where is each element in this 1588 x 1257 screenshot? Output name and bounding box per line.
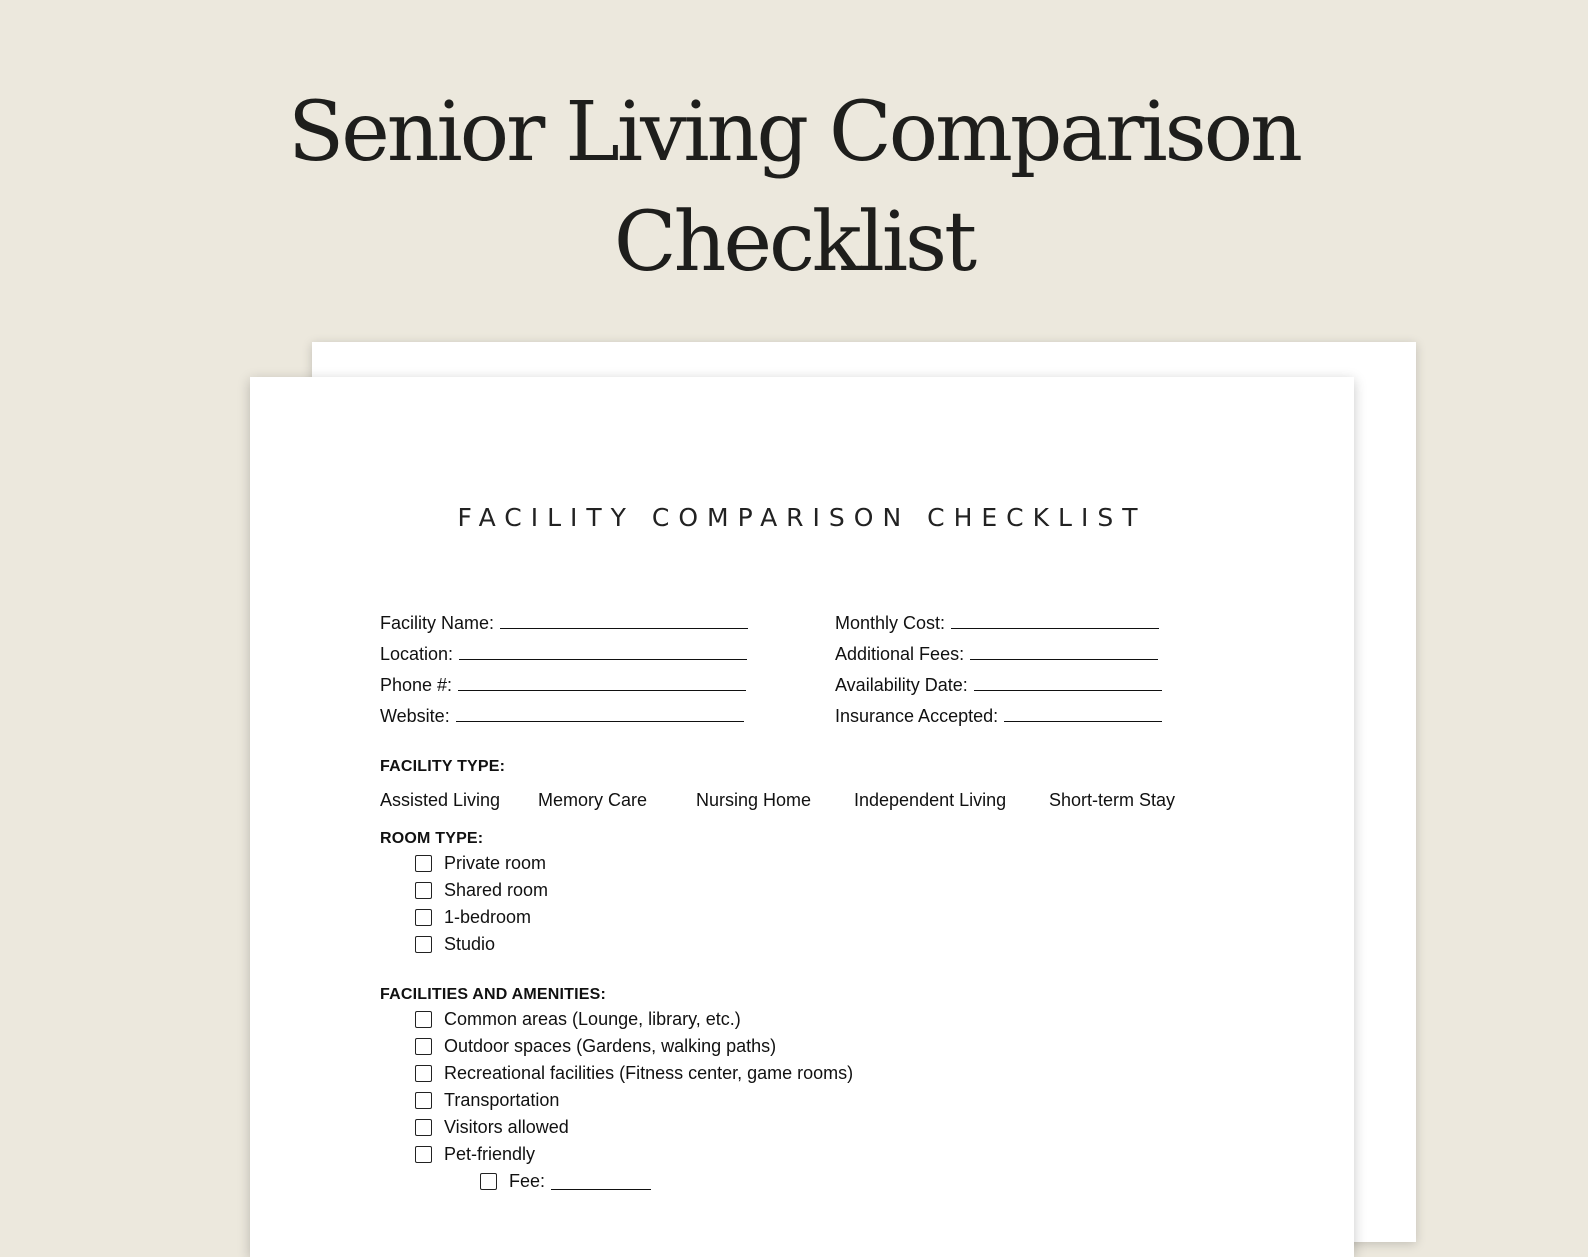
checkbox-label: Common areas (Lounge, library, etc.) xyxy=(444,1009,741,1029)
info-fields-right xyxy=(835,608,1162,732)
amenity-outdoor-spaces[interactable] xyxy=(415,1033,853,1060)
checkbox[interactable] xyxy=(415,1038,432,1055)
field-label: Facility Name: xyxy=(380,613,495,633)
checkbox-label: Visitors allowed xyxy=(444,1117,569,1137)
room-type-list xyxy=(415,850,548,958)
fill-line[interactable] xyxy=(551,1173,651,1190)
checkbox[interactable] xyxy=(415,936,432,953)
pet-fee-field[interactable] xyxy=(480,1168,853,1195)
facility-type-nursing-home[interactable]: Nursing Home xyxy=(696,790,812,810)
page-title-line-2: Checklist xyxy=(613,195,975,290)
amenity-transportation[interactable] xyxy=(415,1087,853,1114)
amenities-list xyxy=(415,1006,853,1195)
checkbox[interactable] xyxy=(415,1065,432,1082)
amenity-common-areas[interactable] xyxy=(415,1006,853,1033)
checkbox[interactable] xyxy=(415,1146,432,1163)
room-type-private[interactable] xyxy=(415,850,548,877)
checkbox[interactable] xyxy=(415,1092,432,1109)
facility-type-heading: FACILITY TYPE: xyxy=(380,758,506,775)
checkbox-label: Private room xyxy=(444,853,547,873)
fill-line[interactable] xyxy=(458,674,746,691)
checkbox[interactable] xyxy=(415,1011,432,1028)
facility-type-memory-care[interactable]: Memory Care xyxy=(538,790,648,810)
website-field[interactable] xyxy=(380,701,748,732)
fill-line[interactable] xyxy=(1004,705,1162,722)
fill-line[interactable] xyxy=(951,612,1159,629)
checkbox[interactable] xyxy=(480,1173,497,1190)
checkbox-label: Transportation xyxy=(444,1090,560,1110)
field-label: Phone #: xyxy=(380,675,453,695)
checkbox[interactable] xyxy=(415,909,432,926)
facility-name-field[interactable] xyxy=(380,608,748,639)
info-fields-left xyxy=(380,608,748,732)
facility-type-assisted-living[interactable]: Assisted Living xyxy=(380,790,501,810)
checkbox-label: Shared room xyxy=(444,880,549,900)
checkbox[interactable] xyxy=(415,855,432,872)
checkbox[interactable] xyxy=(415,882,432,899)
checklist-sheet xyxy=(250,377,1354,1257)
amenity-visitors-allowed[interactable] xyxy=(415,1114,853,1141)
page-title-line-1: Senior Living Comparison xyxy=(288,85,1300,180)
field-label: Location: xyxy=(380,644,454,664)
additional-fees-field[interactable] xyxy=(835,639,1162,670)
room-type-studio[interactable] xyxy=(415,931,548,958)
document-title: FACILITY COMPARISON CHECKLIST xyxy=(457,503,1147,532)
room-type-heading: ROOM TYPE: xyxy=(380,830,484,847)
fill-line[interactable] xyxy=(500,612,748,629)
location-field[interactable] xyxy=(380,639,748,670)
room-type-shared[interactable] xyxy=(415,877,548,904)
facility-type-independent-living[interactable]: Independent Living xyxy=(854,790,1007,810)
checkbox-label: Outdoor spaces (Gardens, walking paths) xyxy=(444,1036,777,1056)
field-label: Monthly Cost: xyxy=(835,613,946,633)
checkbox-label: Pet-friendly xyxy=(444,1144,536,1164)
field-label: Additional Fees: xyxy=(835,644,965,664)
field-label: Insurance Accepted: xyxy=(835,706,999,726)
checkbox-label: 1-bedroom xyxy=(444,907,532,927)
amenity-recreational[interactable] xyxy=(415,1060,853,1087)
field-label: Availability Date: xyxy=(835,675,968,695)
availability-date-field[interactable] xyxy=(835,670,1162,701)
checkbox-label: Recreational facilities (Fitness center, game rooms) xyxy=(444,1063,854,1083)
phone-field[interactable] xyxy=(380,670,748,701)
room-type-1-bedroom[interactable] xyxy=(415,904,548,931)
checkbox-label: Studio xyxy=(444,934,496,954)
insurance-field[interactable] xyxy=(835,701,1162,732)
checkbox[interactable] xyxy=(415,1119,432,1136)
monthly-cost-field[interactable] xyxy=(835,608,1162,639)
amenity-pet-friendly[interactable] xyxy=(415,1141,853,1168)
facility-type-short-term-stay[interactable]: Short-term Stay xyxy=(1049,790,1176,810)
amenities-heading: FACILITIES AND AMENITIES: xyxy=(380,986,607,1003)
field-label: Website: xyxy=(380,706,450,726)
fill-line[interactable] xyxy=(459,643,747,660)
fill-line[interactable] xyxy=(456,705,744,722)
page-title xyxy=(0,78,1588,298)
checkbox-label: Fee: xyxy=(509,1171,546,1191)
fill-line[interactable] xyxy=(974,674,1162,691)
fill-line[interactable] xyxy=(970,643,1158,660)
